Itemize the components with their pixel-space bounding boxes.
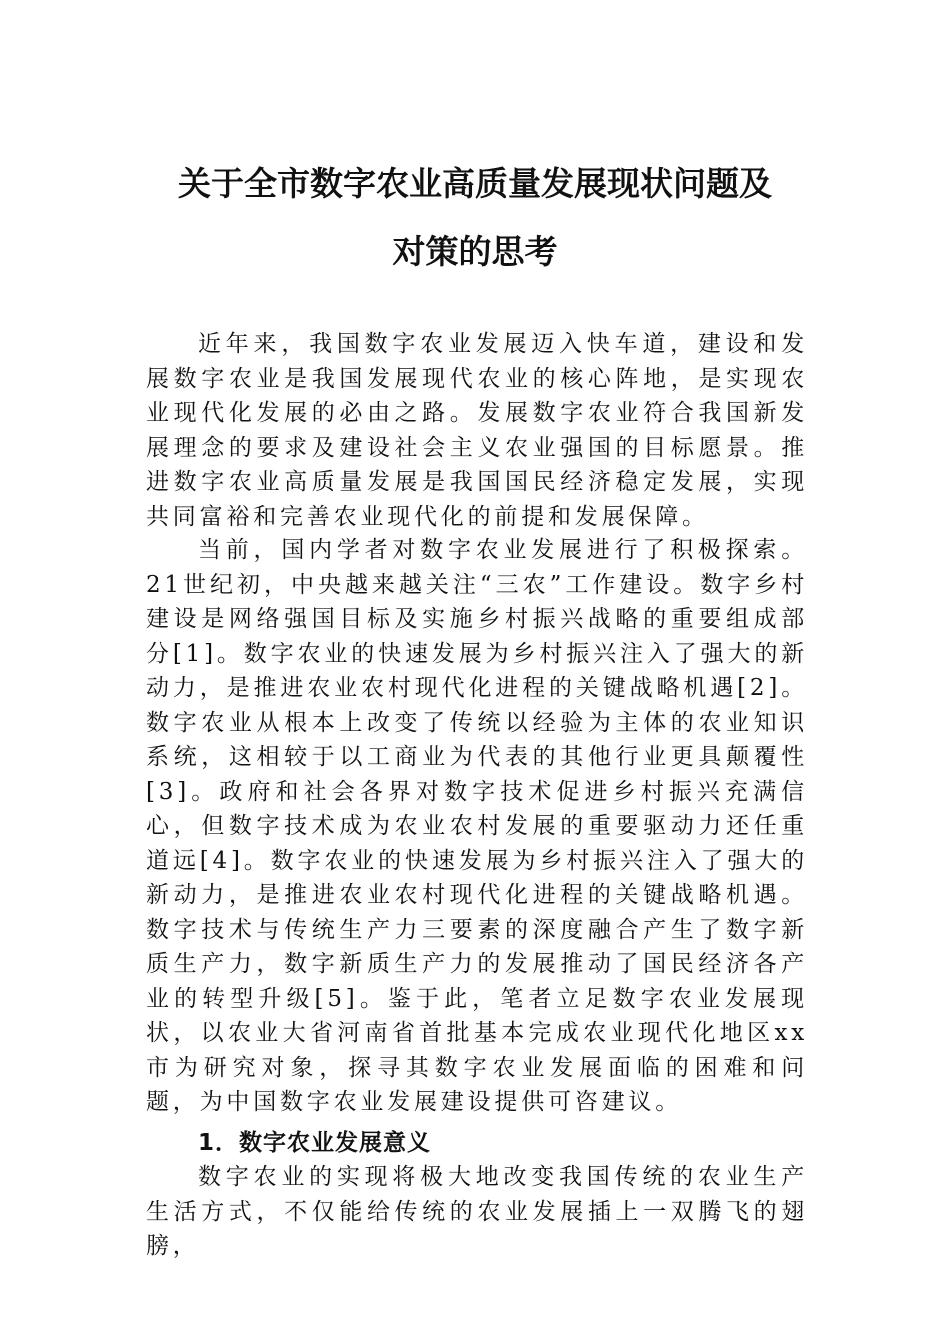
intro-paragraph-block	[146, 327, 808, 534]
document-title-line-1: 关于全市数字农业高质量发展现状问题及	[178, 164, 772, 203]
research-paragraph-block	[146, 533, 808, 1120]
paragraph-2: 当前，国内学者对数字农业发展进行了积极探索。21世纪初，中央越来越关注“三农”工作建设。数字乡村建设是网络强国目标及实施乡村振兴战略的重要组成部分[1]。数字农业的快速发展为乡村振兴注入了强大的新动力，是推进农业农村现代化进程的关键战略机遇[2]。数字农业从根本上改变了传统以经验为主体的农业知识系统，这相较于以工商业为代表的其他行业更具颠覆性[3]。政府和社会各界对数字技术促进乡村振兴充满信心，但数字技术成为农业农村发展的重要驱动力还任重道远[4]。数字农业的快速发展为乡村振兴注入了强大的新动力，是推进农业农村现代化进程的关键战略机遇。数字技术与传统生产力三要素的深度融合产生了数字新质生产力，数字新质生产力的发展推动了国民经济各产业的转型升级[5]。鉴于此，笔者立足数字农业发展现状，以农业大省河南省首批基本完成农业现代化地区xx市为研究对象，探寻其数字农业发展面临的困难和问题，为中国数字农业发展建设提供可咨建议。	[146, 537, 808, 1115]
section-paragraph-block	[146, 1160, 808, 1264]
section-heading: 1．数字农业发展意义	[198, 1130, 432, 1156]
section-paragraph: 数字农业的实现将极大地改变我国传统的农业生产生活方式，不仅能给传统的农业发展插上一双腾飞的翅膀，	[146, 1164, 808, 1259]
paragraph-1: 近年来，我国数字农业发展迈入快车道，建设和发展数字农业是我国发展现代农业的核心阵地，是实现农业现代化发展的必由之路。发展数字农业符合我国新发展理念的要求及建设社会主义农业强国的目标愿景。推进数字农业高质量发展是我国国民经济稳定发展，实现共同富裕和完善农业现代化的前提和发展保障。	[146, 331, 808, 530]
document-title-line-2: 对策的思考	[392, 232, 558, 271]
section-heading-block	[146, 1126, 808, 1161]
